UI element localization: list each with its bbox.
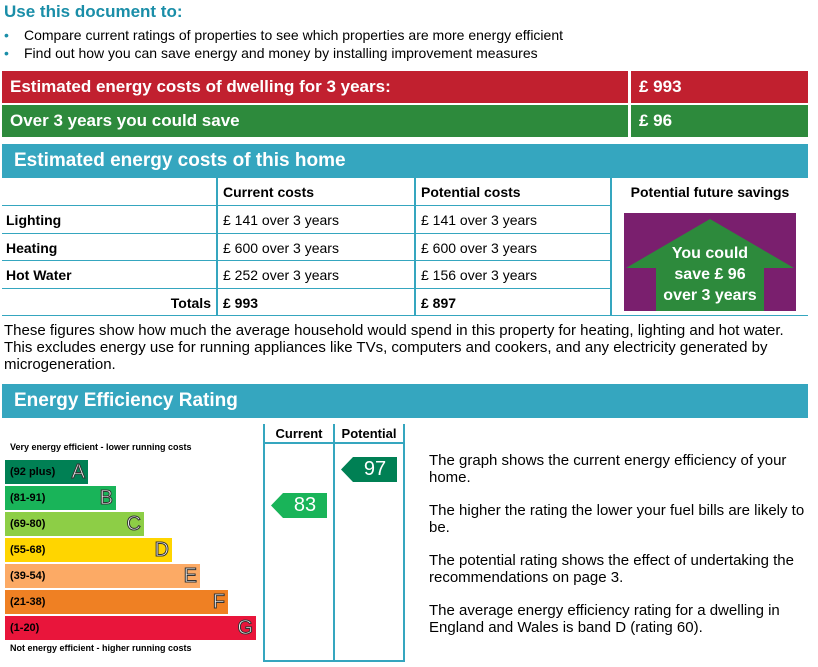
band-letter: D [154,538,169,561]
totals-potential: £ 897 [421,294,457,311]
band-letter: G [237,616,253,639]
rating-section-heading: Energy Efficiency Rating [2,384,808,418]
rating-explanation [429,452,811,652]
not-efficient-label: Not energy efficient - higher running costs [10,643,192,653]
bullet-dot-icon: • [4,45,9,61]
current-cost: £ 600 over 3 years [223,239,339,256]
savings-line: You could [671,245,749,262]
rating-band-d [5,538,172,562]
document-title: Use this document to: [4,2,183,21]
rating-band-g [5,616,256,640]
band-letter: A [71,460,85,483]
band-range: (69-80) [10,518,46,530]
band-range: (55-68) [10,544,46,556]
savings-line: save £ 96 [674,266,746,283]
table-row [2,206,611,233]
header-potential-future-savings: Potential future savings [630,183,790,200]
costs-note: These figures show how much the average household would spend in this property for heating, lighting and hot water. This excludes energy use for running appliances like TVs, computers and cookers, and any electricity generated by microgeneration. [4,322,784,373]
band-range: (1-20) [10,622,40,634]
potential-saving-bar [2,105,808,137]
current-cost: £ 141 over 3 years [223,211,339,228]
totals-row [2,289,611,316]
potential-saving-value: £ 96 [631,105,808,137]
costs-table [2,178,808,316]
totals-current: £ 993 [223,294,259,311]
band-range: (81-91) [10,492,46,504]
header-current-costs: Current costs [223,183,315,200]
costs-section-heading: Estimated energy costs of this home [2,144,808,178]
very-efficient-label: Very energy efficient - lower running costs [10,442,192,452]
column-current-heading: Current [275,425,323,441]
header-potential-costs: Potential costs [421,183,521,200]
explanation-paragraph: The average energy efficiency rating for a dwelling in England and Wales is band D (rating 60). [429,602,780,636]
header-cell [2,178,215,205]
row-label: Lighting [6,211,62,228]
band-range: (92 plus) [10,466,56,478]
table-header-row [2,178,611,205]
row-label: Hot Water [6,266,72,283]
rating-band-f [5,590,228,614]
potential-cost: £ 600 over 3 years [421,239,537,256]
estimated-cost-bar [2,71,808,103]
row-label: Heating [6,239,58,256]
potential-rating-value: 97 [363,458,387,480]
bullet-text: Compare current ratings of properties to see which properties are more energy efficient [24,27,564,43]
estimated-cost-value: £ 993 [631,71,808,103]
savings-line: over 3 years [663,287,757,304]
rating-band-c [5,512,144,536]
current-cost: £ 252 over 3 years [223,266,339,283]
explanation-paragraph: The higher the rating the lower your fuel bills are likely to be. [429,502,805,536]
table-row [2,261,611,288]
bullet-text: Find out how you can save energy and money by installing improvement measures [24,45,538,61]
bullet-dot-icon: • [4,27,9,43]
band-letter: B [99,486,113,509]
table-row [2,234,611,261]
intro-bullet-list [4,26,563,62]
potential-saving-label: Over 3 years you could save [2,105,628,137]
bullet-item [4,26,563,44]
band-letter: F [212,590,225,613]
estimated-cost-label: Estimated energy costs of dwelling for 3 years: [2,71,628,103]
potential-cost: £ 141 over 3 years [421,211,537,228]
current-rating-value: 83 [293,494,317,516]
totals-label: Totals [170,294,211,311]
rating-band-e [5,564,200,588]
explanation-paragraph: The potential rating shows the effect of undertaking the recommendations on page 3. [429,552,794,586]
band-range: (39-54) [10,570,46,582]
column-potential-heading: Potential [341,425,397,441]
rating-band-b [5,486,116,510]
band-letter: C [126,512,141,535]
bullet-item [4,44,563,62]
savings-message [624,243,796,306]
band-range: (21-38) [10,596,46,608]
potential-cost: £ 156 over 3 years [421,266,537,283]
band-letter: E [183,564,197,587]
explanation-paragraph: The graph shows the current energy efficiency of your home. [429,452,787,486]
rating-band-a [5,460,88,484]
